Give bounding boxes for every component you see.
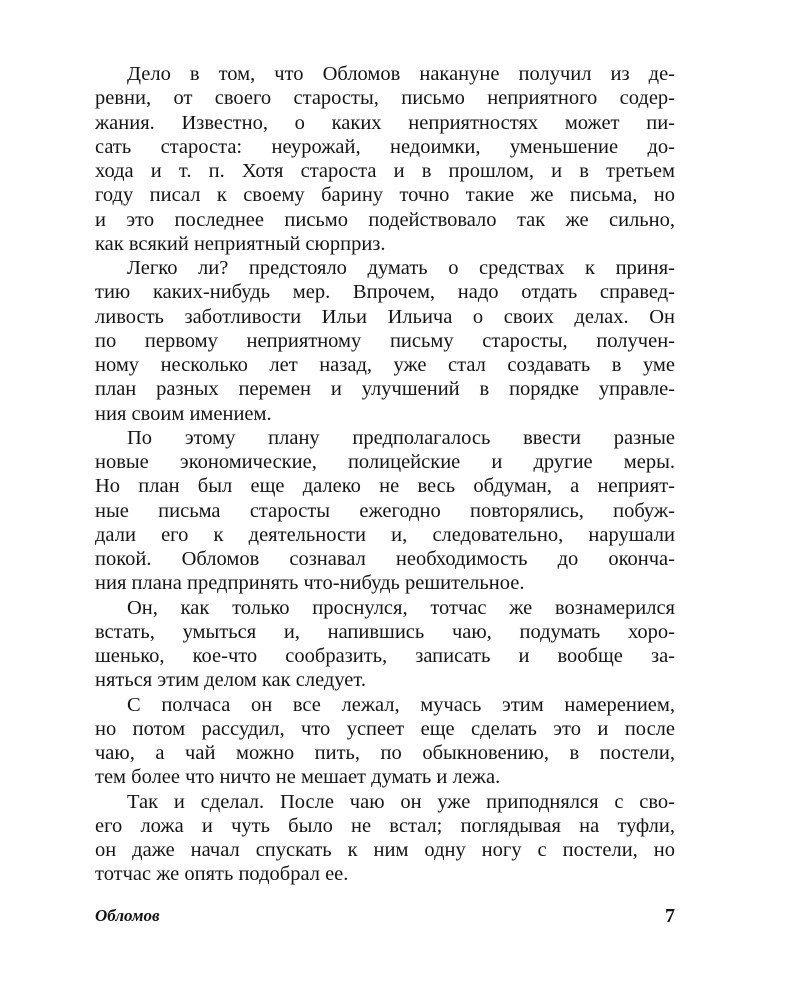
text-line: ные письма старосты ежегодно повторялись, побуж- [95, 499, 675, 522]
text-line: ния плана предпринять что-нибудь решительное. [95, 572, 525, 595]
text-line: план разных перемен и улучшений в порядке управле- [95, 378, 675, 401]
text-line: ния своим имением. [95, 402, 272, 425]
text-line: тем более что ничто не мешает думать и лежа. [95, 766, 501, 789]
book-page-text [95, 62, 675, 887]
text-line: Дело в том, что Обломов накануне получил из де- [127, 63, 675, 85]
text-line: тию каких-нибудь мер. Впрочем, надо отдать справед- [95, 281, 675, 304]
text-line: сать староста: неурожай, недоимки, уменьшение до- [95, 135, 675, 158]
text-line: новые экономические, полицейские и другие меры. [95, 451, 675, 473]
text-line: Он, как только проснулся, тотчас же вознамерился [127, 596, 675, 619]
text-line: По этому плану предполагалось ввести разные [127, 426, 675, 449]
text-line: он даже начал спускать к ним одну ногу с постели, но [95, 839, 675, 861]
text-line: его ложа и чуть было не встал; поглядывая на туфли, [95, 814, 675, 837]
paragraph [95, 790, 675, 887]
text-line: жания. Известно, о каких неприятностях может пи- [95, 111, 675, 134]
text-line: Но план был еще далеко не весь обдуман, а неприят- [95, 475, 675, 498]
paragraph [95, 596, 675, 693]
paragraph [95, 256, 675, 426]
text-line: чаю, а чай можно пить, по обыкновению, в постели, [95, 742, 675, 764]
text-line: дали его к деятельности и, следовательно, нарушали [95, 523, 675, 546]
page-number: 7 [665, 905, 675, 927]
text-line: как всякий неприятный сюрприз. [95, 232, 386, 255]
text-line: ревни, от своего старосты, письмо неприятного содер- [95, 87, 675, 110]
paragraph [95, 693, 675, 790]
text-line: но потом рассудил, что успеет еще сделать это и после [95, 717, 675, 740]
text-line: няться этим делом как следует. [95, 669, 366, 692]
running-title: Обломов [95, 906, 160, 925]
text-line: хода и т. п. Хотя староста и в прошлом, и в третьем [95, 160, 675, 182]
page-footer [95, 902, 675, 930]
text-line: шенько, кое-что сообразить, записать и вообще за- [95, 645, 675, 667]
paragraph [95, 426, 675, 596]
text-line: Легко ли? предстояло думать о средствах к приня- [127, 257, 675, 279]
text-line: году писал к своему барину точно такие же письма, но [95, 184, 675, 207]
text-line: покой. Обломов сознавал необходимость до оконча- [95, 548, 675, 570]
text-line: и это последнее письмо подействовало так же сильно, [95, 208, 675, 231]
text-line: по первому неприятному письму старосты, получен- [95, 329, 675, 352]
text-line: ливость заботливости Ильи Ильича о своих делах. Он [95, 305, 675, 328]
text-line: встать, умыться и, напившись чаю, подумать хоро- [95, 620, 675, 643]
text-line: Так и сделал. После чаю он уже приподнялся с сво- [127, 790, 675, 813]
text-line: тотчас же опять подобрал ее. [95, 863, 349, 886]
paragraph [95, 62, 675, 256]
text-line: С полчаса он все лежал, мучась этим намерением, [127, 693, 675, 716]
text-line: ному несколько лет назад, уже стал создавать в уме [95, 354, 675, 376]
